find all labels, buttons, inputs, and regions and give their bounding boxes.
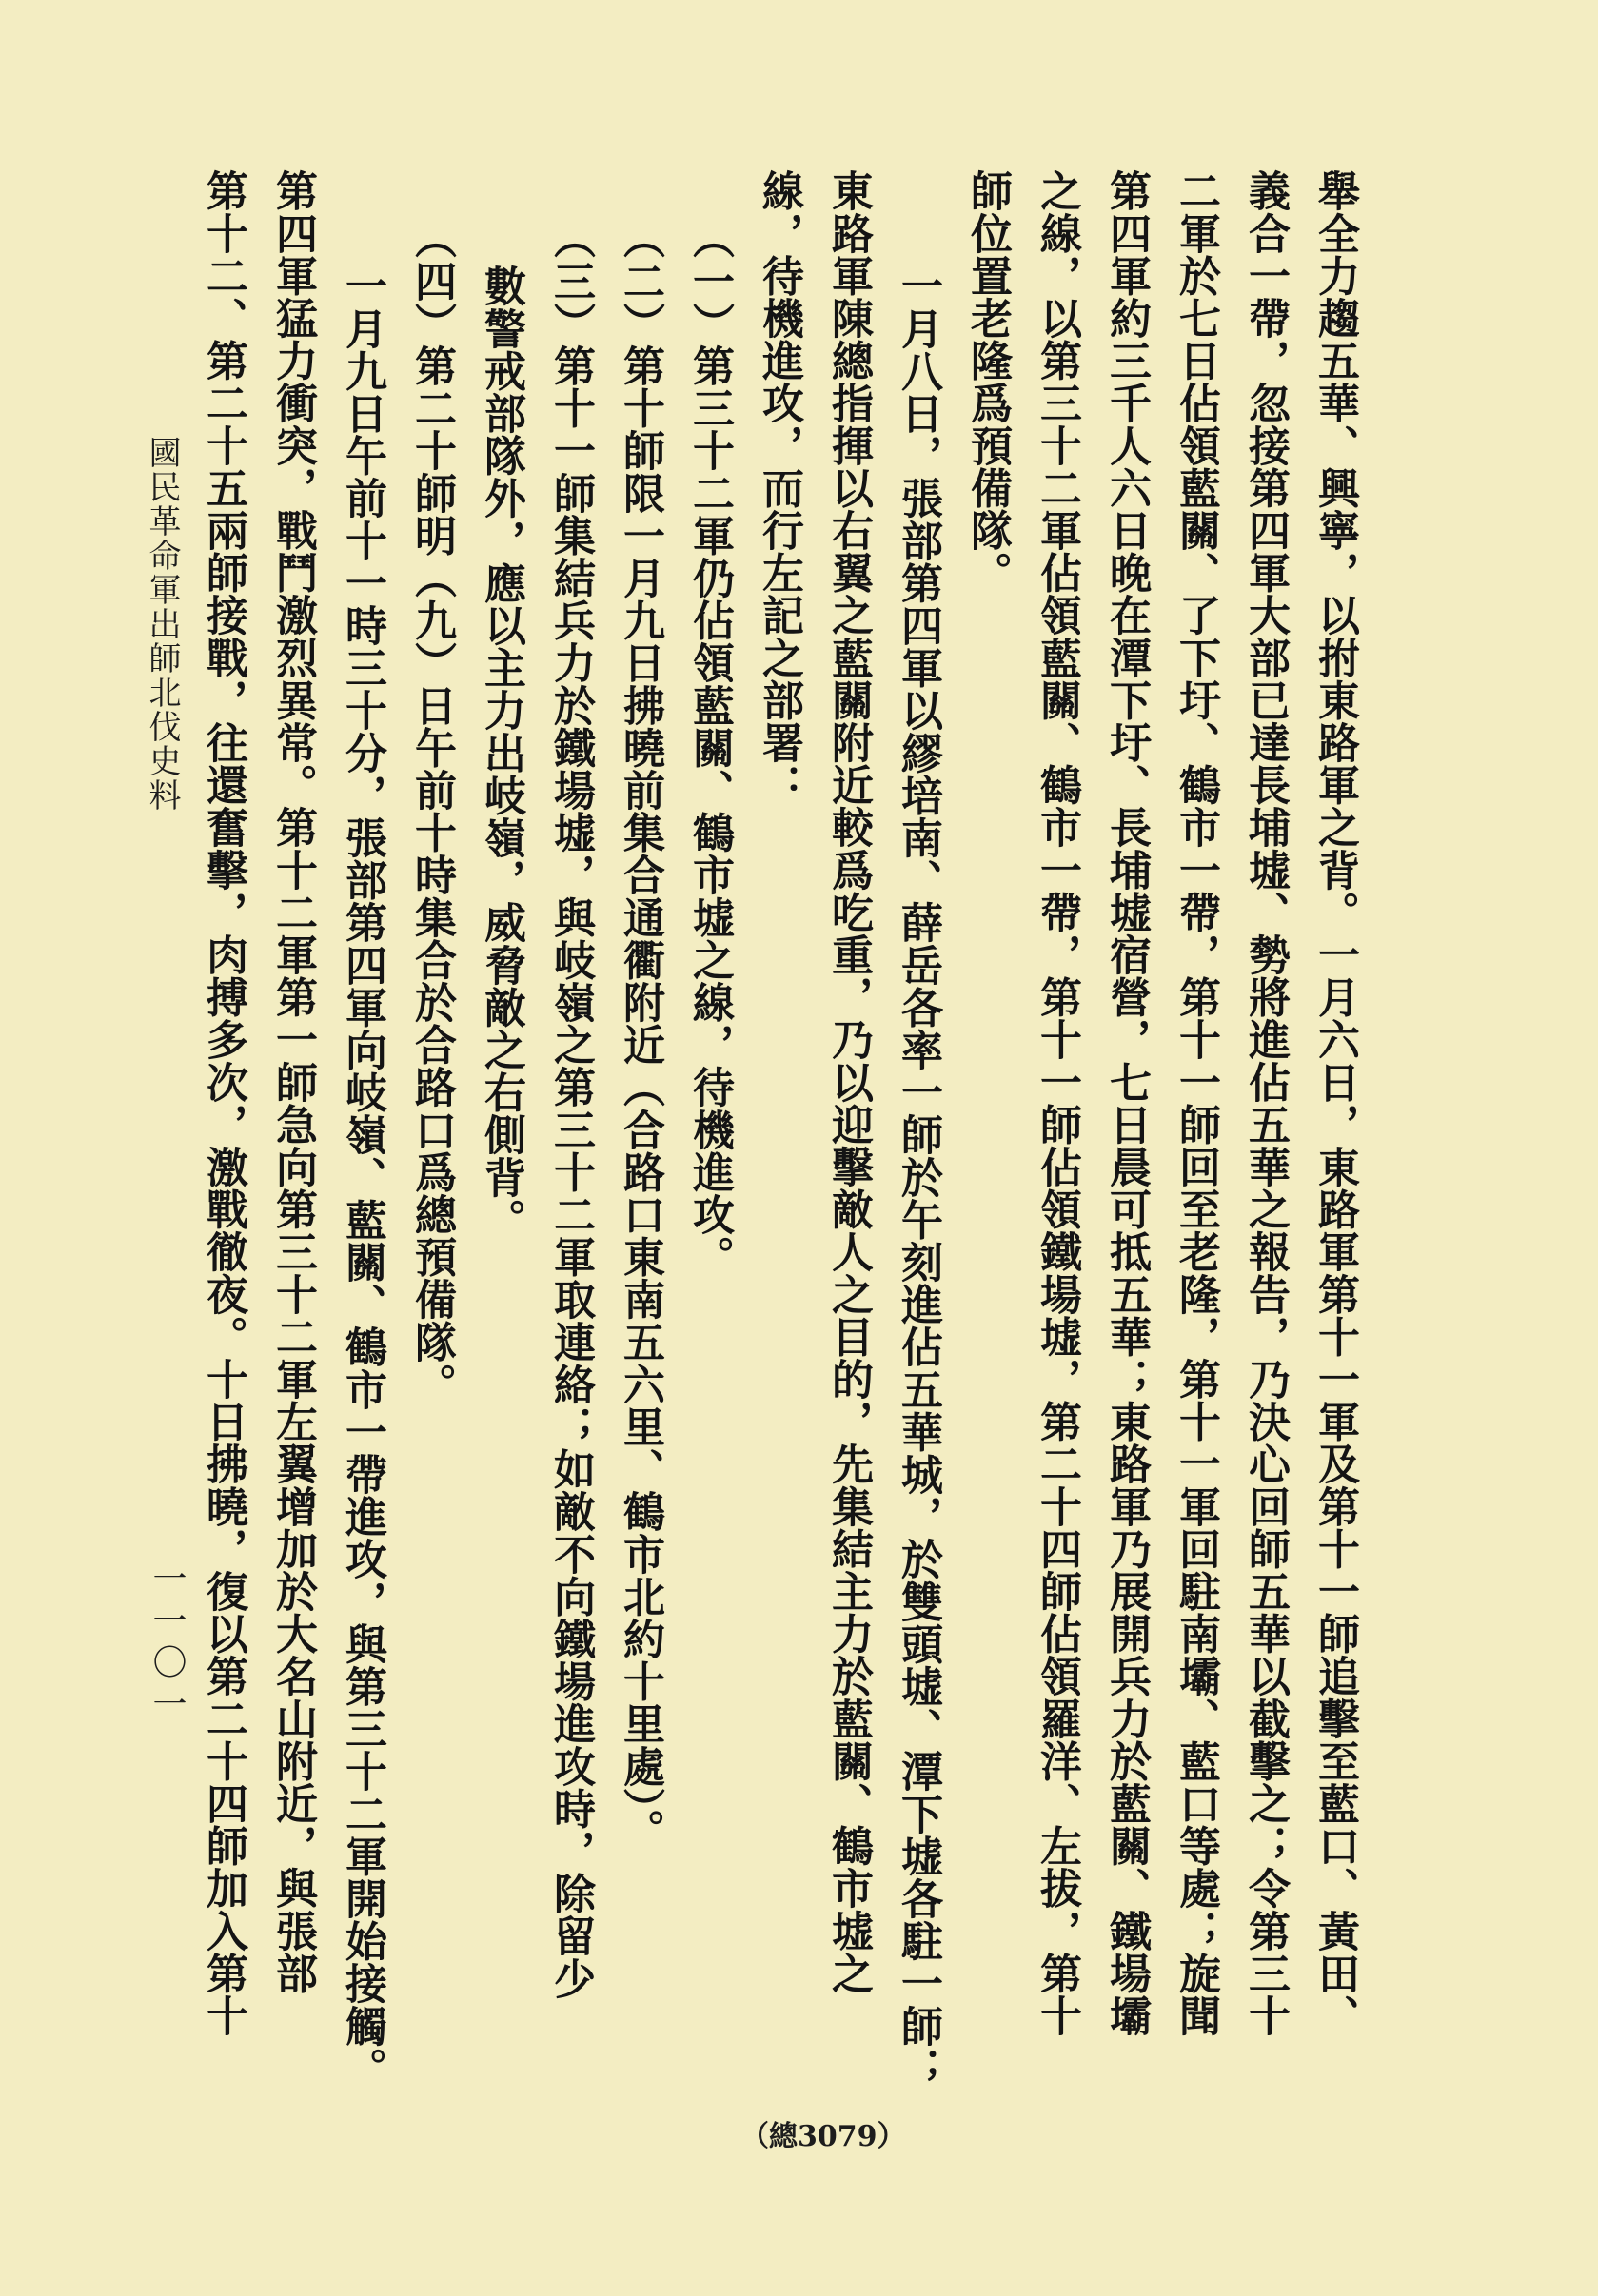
- text-column: 第十二、第二十五兩師接戰，往還奮擊，肉搏多次，激戰徹夜。十日拂曉，復以第二十四師加入第十: [199, 169, 247, 2037]
- book-title: 國民革命軍出師北伐史料: [143, 436, 181, 813]
- text-column: 師位置老隆爲預備隊。: [963, 169, 1012, 594]
- text-column: 舉全力趨五華、興寧，以拊東路軍之背。一月六日，東路軍第十一軍及第十一師追擊至藍口、黃田、: [1311, 169, 1359, 2037]
- text-column: 第四軍約三千人六日晚在潭下圩、長埔墟宿營，七日晨可抵五華；東路軍乃展開兵力於藍關、鐵場壩: [1102, 169, 1151, 2037]
- text-column: 義合一帶，忽接第四軍大部已達長埔墟、勢將進佔五華之報告，乃決心回師五華以截擊之；令第三十: [1241, 169, 1290, 2037]
- list-item: （四）第二十師明（九）日午前十時集合於合路口爲總預備隊。: [407, 217, 456, 1405]
- text-column: 線，待機進攻，而行左記之部署：: [755, 169, 803, 806]
- total-page-number: （總3079）: [740, 2120, 906, 2153]
- text-column: 東路軍陳總指揮以右翼之藍關附近較爲吃重，乃以迎擊敵人之目的，先集結主力於藍關、鶴市墟之: [824, 169, 873, 1994]
- list-item: （一）第三十二軍仍佔領藍關、鶴市墟之線，待機進攻。: [685, 217, 734, 1278]
- text-column: 二軍於七日佔領藍關、了下圩、鶴市一帶，第十一師回至老隆，第十一軍回駐南壩、藍口等處；旋聞: [1172, 169, 1220, 2037]
- page-number: 一一〇一: [148, 1560, 187, 1728]
- list-item: （三）第十一師集結兵力於鐵場墟，與岐嶺之第三十二軍取連絡；如敵不向鐵場進攻時，除留少: [546, 217, 595, 2000]
- body-text: [181, 169, 1362, 2091]
- list-item-continuation: 數警戒部隊外，應以主力出岐嶺，威脅敵之右側背。: [477, 265, 525, 1241]
- text-column: 一月八日，張部第四軍以繆培南、薛岳各率一師於午刻進佔五華城，於雙頭墟、潭下墟各駐一師；: [894, 265, 942, 2090]
- list-item: （二）第十師限一月九日拂曉前集合通衢附近（合路口東南五六里、鶴市北約十里處）。: [616, 217, 664, 1852]
- text-column: 之線，以第三十二軍佔領藍關、鶴市一帶，第十一師佔領鐵場墟，第二十四師佔領羅洋、左拔，第十: [1033, 169, 1081, 2037]
- text-column: 一月九日午前十一時三十分，張部第四軍向岐嶺、藍關、鶴市一帶進攻，與第三十二軍開始接觸。: [338, 265, 386, 2090]
- text-column: 第四軍猛力衝突，戰鬥激烈異常。第十二軍第一師急向第三十二軍左翼增加於大名山附近，與張部: [268, 169, 317, 1994]
